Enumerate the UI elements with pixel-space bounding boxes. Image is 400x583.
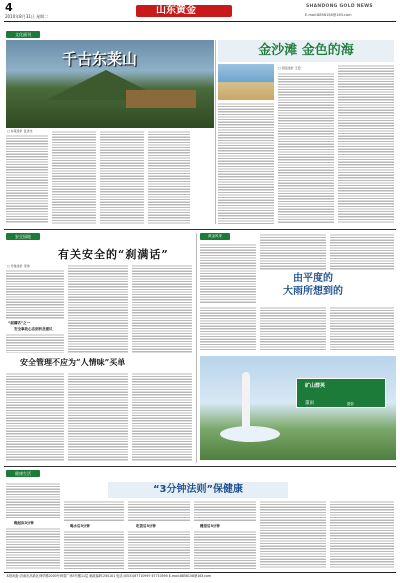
health-item-4: 睡觉后3分钟 bbox=[200, 524, 220, 528]
masthead-email: E-mail:8856158@163.com bbox=[305, 13, 352, 17]
right-text-col-4 bbox=[200, 306, 256, 351]
headline-pingdu-rain bbox=[258, 272, 368, 302]
top-text-col-3 bbox=[100, 130, 144, 224]
bottom-text-col-2 bbox=[64, 500, 124, 522]
paper-title-en: SHANDONG GOLD NEWS bbox=[306, 4, 373, 9]
top-text-col-4 bbox=[148, 130, 190, 224]
headline-pingdu-line-1: 由平度的 bbox=[293, 273, 333, 284]
right-text-col-1 bbox=[200, 243, 256, 303]
section-tag-gold-style-label: 黄金风采 bbox=[208, 234, 222, 238]
photo-caption-1: 矿山群英 bbox=[305, 383, 326, 389]
mid-text-col-3 bbox=[132, 264, 192, 354]
bottom-text-col-6 bbox=[330, 500, 394, 569]
section-divider-2 bbox=[4, 466, 396, 467]
headline-3min-rule-text: “3分钟法则”保健康 bbox=[152, 484, 244, 495]
beach-photo bbox=[218, 64, 274, 100]
health-item-2: 喝水后3分钟 bbox=[70, 524, 90, 528]
bottom-text-col-4b bbox=[194, 530, 256, 569]
top-text-col-2 bbox=[52, 130, 96, 224]
mid-divider bbox=[196, 233, 197, 463]
temple-shape bbox=[126, 90, 196, 108]
mid-text-col-1 bbox=[6, 269, 64, 319]
footer-info: 本报地址:济南市高新区舜华路2000号舜泰广场3号楼11层 邮政编码:250101 电话:(0531)67710997 67710590 E-mail:8856158@163.com bbox=[6, 574, 212, 578]
feature-title: 千古东莱山 bbox=[62, 50, 138, 68]
paper-title: 山东黄金 bbox=[156, 5, 196, 16]
top-text-col-5 bbox=[218, 102, 274, 224]
feature-photo bbox=[6, 40, 214, 128]
mid-text-col-2 bbox=[68, 264, 128, 354]
mid-lower-col-2 bbox=[68, 372, 128, 462]
fountain-shape bbox=[220, 426, 280, 442]
section-tag-safety bbox=[6, 233, 40, 240]
top-text-col-7 bbox=[338, 64, 394, 224]
bottom-text-col-5 bbox=[260, 500, 326, 569]
right-text-col-5 bbox=[260, 306, 326, 351]
article1-byline: □ 东莱金矿 张洪生 bbox=[7, 129, 33, 133]
sculpture-photo bbox=[200, 356, 396, 460]
section-tag-safety-label: 安全园地 bbox=[15, 234, 31, 239]
bottom-text-col-3 bbox=[128, 500, 190, 522]
subhead-1: “刹满话”之一 bbox=[8, 321, 31, 325]
top-divider bbox=[215, 40, 216, 224]
headline-safety-management: 安全管理不应为“人情味”买单 bbox=[20, 357, 126, 367]
mid-lower-col-3 bbox=[132, 372, 192, 462]
masthead-rule bbox=[4, 21, 396, 22]
top-text-col-6 bbox=[278, 72, 334, 224]
headline-safety-words: 有关安全的“刹满话” bbox=[58, 248, 169, 261]
footer-rule bbox=[4, 572, 396, 573]
headline-golden-sea-text: 金沙滩 金色的海 bbox=[258, 43, 354, 58]
section-tag-culture bbox=[6, 31, 40, 38]
bottom-text-col-2b bbox=[64, 530, 124, 569]
mid-text-col-1b bbox=[6, 333, 64, 353]
article2-byline: □ 招远金矿 王宏 bbox=[278, 66, 301, 70]
health-item-3: 吃饭后3分钟 bbox=[136, 524, 156, 528]
bottom-text-col-4 bbox=[194, 500, 256, 522]
photo-caption-box bbox=[296, 378, 386, 408]
right-text-col-3 bbox=[330, 233, 394, 271]
masthead bbox=[0, 0, 400, 22]
headline-golden-sea bbox=[218, 40, 394, 62]
section-tag-health-label: 健康生活 bbox=[15, 471, 31, 476]
section-tag-gold-style bbox=[200, 233, 230, 240]
subhead-2: 安全事故心态剖析及建议 bbox=[14, 327, 53, 331]
health-item-1: 晚起床3分钟 bbox=[14, 521, 34, 525]
bottom-text-col-3b bbox=[128, 530, 190, 569]
headline-pingdu-line-2: 大雨所想到的 bbox=[283, 286, 343, 297]
section-tag-health bbox=[6, 470, 40, 477]
article-byline-mid: □ 玲珑金矿 宋伟 bbox=[7, 264, 30, 268]
headline-3min-rule bbox=[108, 482, 288, 498]
section-tag-label: 文化副刊 bbox=[15, 32, 31, 37]
bottom-text-col-1b bbox=[6, 527, 60, 569]
page-number: 4 bbox=[5, 1, 13, 14]
mid-lower-col-1 bbox=[6, 372, 64, 462]
bottom-text-col-1 bbox=[6, 482, 60, 518]
right-text-col-2 bbox=[260, 233, 326, 271]
right-text-col-6 bbox=[330, 306, 394, 351]
photo-caption-3: 摄影 bbox=[347, 402, 354, 406]
top-text-col-1 bbox=[6, 134, 48, 224]
photo-caption-2: 董雨 bbox=[305, 401, 314, 406]
issue-date: 2010年8月31日 星期二 bbox=[5, 14, 49, 19]
section-divider-1 bbox=[4, 229, 396, 230]
